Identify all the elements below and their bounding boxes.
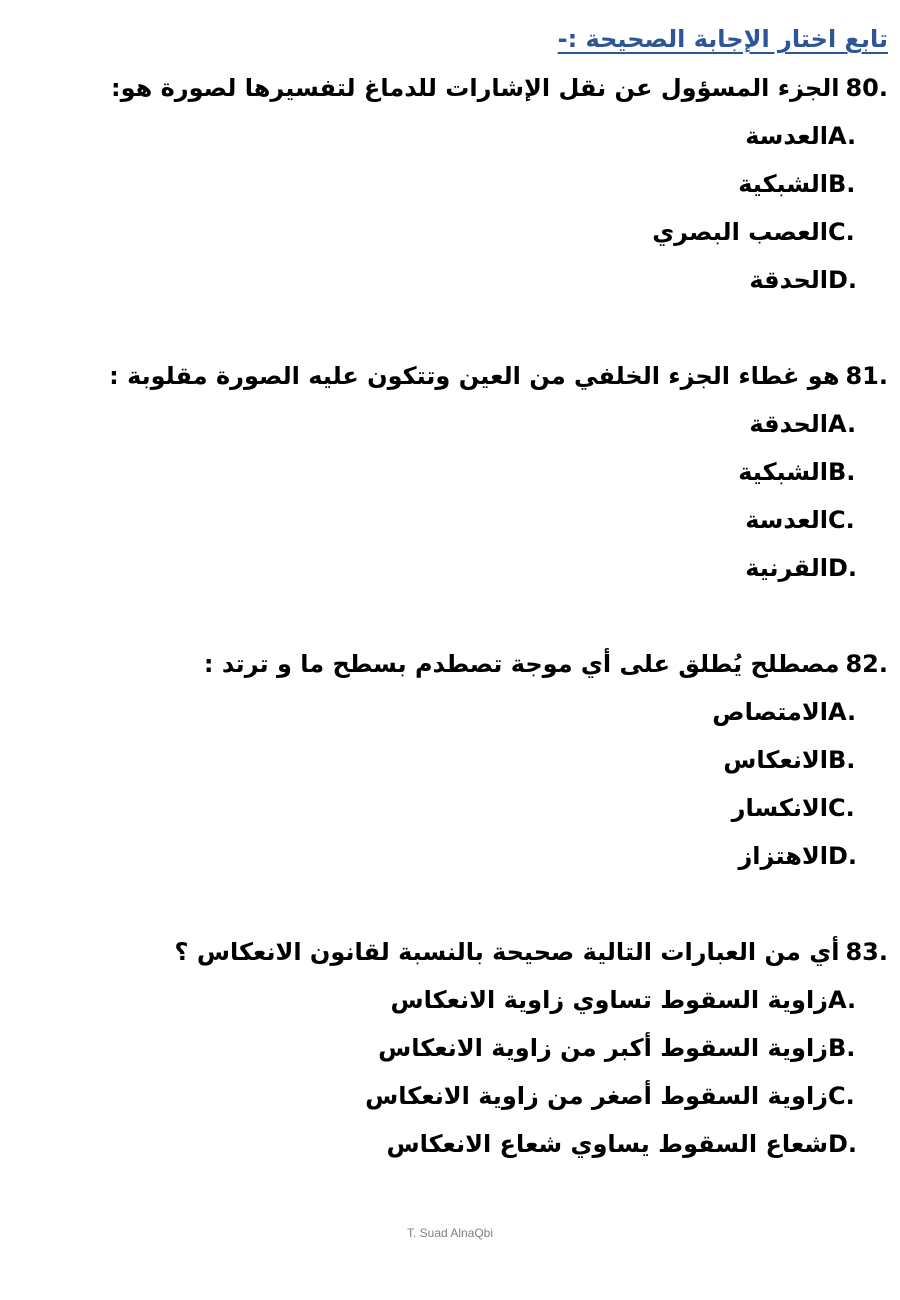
question-82 <box>28 640 888 880</box>
option-letter: B. <box>828 746 856 774</box>
question-number: 83. <box>845 938 888 966</box>
question-gap <box>28 880 888 928</box>
option-letter: D. <box>828 842 858 870</box>
option-letter: D. <box>828 266 858 294</box>
option-letter: B. <box>828 458 856 486</box>
option-text: العدسة <box>745 506 828 534</box>
option-text: الانعكاس <box>723 746 828 774</box>
question-number: 82. <box>845 650 888 678</box>
option-c <box>28 784 888 832</box>
option-text: زاوية السقوط تساوي زاوية الانعكاس <box>390 986 828 1014</box>
option-text: شعاع السقوط يساوي شعاع الانعكاس <box>386 1130 828 1158</box>
option-d <box>28 256 888 304</box>
question-text: أي من العبارات التالية صحيحة بالنسبة لقانون الانعكاس ؟ <box>174 938 840 966</box>
option-text: زاوية السقوط أكبر من زاوية الانعكاس <box>378 1034 828 1062</box>
option-letter: A. <box>828 698 857 726</box>
question-gap <box>28 304 888 352</box>
option-text: الحدقة <box>749 410 828 438</box>
option-text: الانكسار <box>731 794 828 822</box>
page-footer: T. Suad AlnaQbi <box>406 1226 494 1240</box>
option-text: الامتصاص <box>712 698 828 726</box>
option-b <box>28 448 888 496</box>
option-letter: A. <box>828 410 857 438</box>
option-a <box>28 400 888 448</box>
option-letter: A. <box>828 986 857 1014</box>
question-text: هو غطاء الجزء الخلفي من العين وتتكون عليه الصورة مقلوبة : <box>109 362 840 390</box>
option-b <box>28 160 888 208</box>
option-b <box>28 1024 888 1072</box>
option-text: الحدقة <box>749 266 828 294</box>
option-c <box>28 496 888 544</box>
option-letter: C. <box>828 506 855 534</box>
option-letter: C. <box>828 1082 855 1110</box>
question-text: الجزء المسؤول عن نقل الإشارات للدماغ لتفسيرها لصورة هو: <box>111 74 840 102</box>
question-text: مصطلح يُطلق على أي موجة تصطدم بسطح ما و ترتد : <box>203 650 840 678</box>
option-letter: C. <box>828 218 855 246</box>
question-gap <box>28 592 888 640</box>
option-d <box>28 832 888 880</box>
option-a <box>28 112 888 160</box>
option-letter: A. <box>828 122 857 150</box>
section-heading: تابع اختار الإجابة الصحيحة :- <box>557 25 888 53</box>
option-text: الشبكية <box>738 170 828 198</box>
option-text: العدسة <box>745 122 828 150</box>
option-d <box>28 544 888 592</box>
option-letter: B. <box>828 1034 856 1062</box>
option-a <box>28 688 888 736</box>
option-c <box>28 208 888 256</box>
option-text: القرنية <box>745 554 828 582</box>
question-number: 81. <box>845 362 888 390</box>
question-stem <box>28 928 888 976</box>
worksheet-page <box>28 22 888 1168</box>
question-stem <box>28 640 888 688</box>
option-text: زاوية السقوط أصغر من زاوية الانعكاس <box>365 1082 828 1110</box>
option-b <box>28 736 888 784</box>
option-letter: C. <box>828 794 855 822</box>
option-a <box>28 976 888 1024</box>
question-number: 80. <box>845 74 888 102</box>
option-text: الشبكية <box>738 458 828 486</box>
option-text: الاهتزاز <box>738 842 828 870</box>
question-80 <box>28 64 888 304</box>
option-d <box>28 1120 888 1168</box>
question-stem <box>28 352 888 400</box>
option-letter: D. <box>828 1130 858 1158</box>
question-stem <box>28 64 888 112</box>
question-81 <box>28 352 888 592</box>
option-text: العصب البصري <box>652 218 828 246</box>
question-83 <box>28 928 888 1168</box>
option-letter: D. <box>828 554 858 582</box>
option-letter: B. <box>828 170 856 198</box>
option-c <box>28 1072 888 1120</box>
